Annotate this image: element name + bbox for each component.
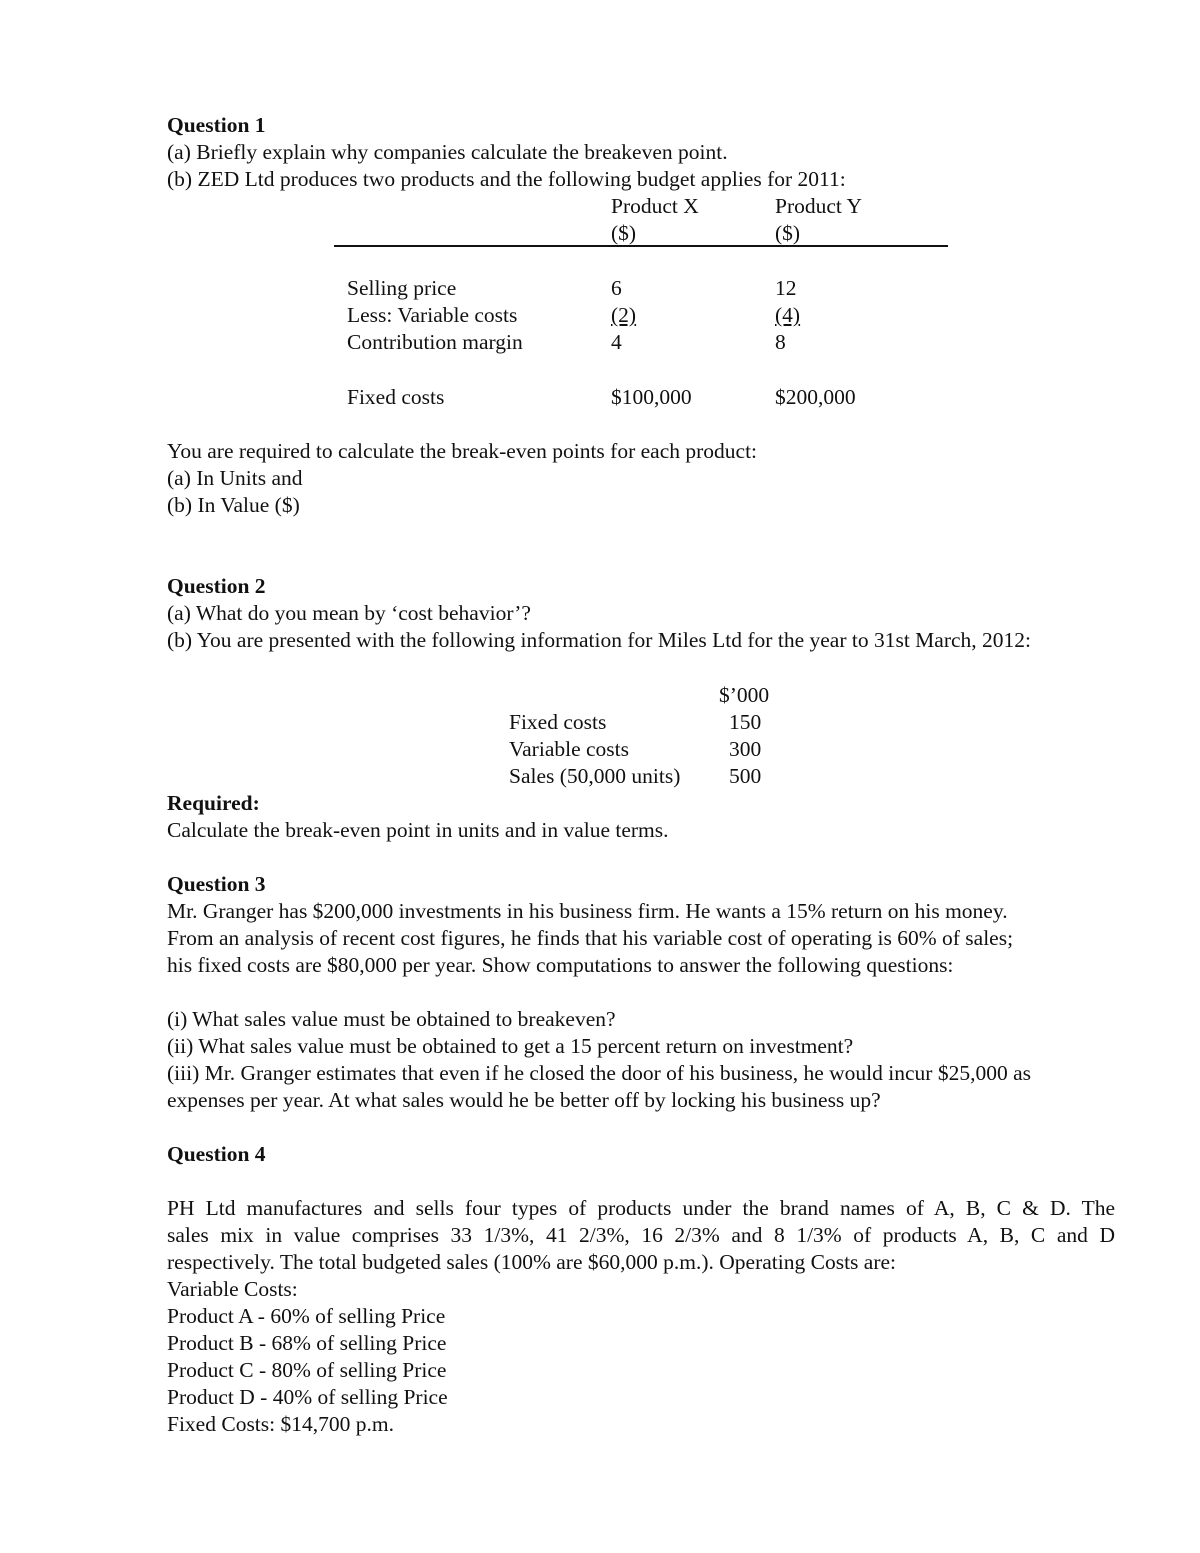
miles-row-label-fixed-costs: Fixed costs xyxy=(509,710,607,734)
cell-fixed-costs-x: $100,000 xyxy=(611,385,692,409)
question-2-required-label: Required: xyxy=(167,791,260,815)
column-header-product-x: Product X xyxy=(611,194,699,218)
row-label-selling-price: Selling price xyxy=(347,276,457,300)
cell-selling-price-x: 6 xyxy=(611,276,622,300)
question-3-paragraph-line-1: Mr. Granger has $200,000 investments in his business firm. He wants a 15% return on his money. xyxy=(167,899,1008,923)
question-2-required-text: Calculate the break-even point in units and in value terms. xyxy=(167,818,669,842)
question-4-paragraph-line-2: sales mix in value comprises 33 1/3%, 41 2/3%, 16 2/3% and 8 1/3% of products A, B, C and D xyxy=(167,1223,1115,1247)
question-1-heading: Question 1 xyxy=(167,113,266,137)
question-1-required-a: (a) In Units and xyxy=(167,466,303,490)
question-1-required-b: (b) In Value ($) xyxy=(167,493,300,517)
row-label-contribution-margin: Contribution margin xyxy=(347,330,523,354)
question-4-heading: Question 4 xyxy=(167,1142,266,1166)
question-3-part-iii-line-2: expenses per year. At what sales would he be better off by locking his business up? xyxy=(167,1088,881,1112)
cell-contribution-margin-y: 8 xyxy=(775,330,786,354)
cell-fixed-costs-y: $200,000 xyxy=(775,385,856,409)
row-label-variable-costs: Less: Variable costs xyxy=(347,303,518,327)
variable-cost-product-b: Product B - 68% of selling Price xyxy=(167,1331,447,1355)
question-2-part-a: (a) What do you mean by ‘cost behavior’? xyxy=(167,601,531,625)
variable-cost-product-c: Product C - 80% of selling Price xyxy=(167,1358,447,1382)
miles-cell-fixed-costs: 150 xyxy=(729,710,762,734)
miles-row-label-sales: Sales (50,000 units) xyxy=(509,764,681,788)
column-unit-product-y: ($) xyxy=(775,221,801,245)
miles-cell-sales: 500 xyxy=(729,764,762,788)
column-unit-product-x: ($) xyxy=(611,221,637,245)
variable-cost-product-d: Product D - 40% of selling Price xyxy=(167,1385,448,1409)
question-4-paragraph-line-1: PH Ltd manufactures and sells four types of products under the brand names of A, B, C & D. The xyxy=(167,1196,1115,1220)
miles-cell-variable-costs: 300 xyxy=(729,737,762,761)
question-1-part-b: (b) ZED Ltd produces two products and the following budget applies for 2011: xyxy=(167,167,846,191)
cell-variable-costs-x: (2) xyxy=(611,303,637,327)
question-3-heading: Question 3 xyxy=(167,872,266,896)
question-3-part-ii: (ii) What sales value must be obtained to get a 15 percent return on investment? xyxy=(167,1034,854,1058)
miles-unit-header: $’000 xyxy=(719,683,770,707)
cell-contribution-margin-x: 4 xyxy=(611,330,622,354)
column-header-product-y: Product Y xyxy=(775,194,862,218)
variable-cost-product-a: Product A - 60% of selling Price xyxy=(167,1304,446,1328)
table-header-rule xyxy=(334,245,948,247)
question-3-paragraph-line-2: From an analysis of recent cost figures, he finds that his variable cost of operating is 60% of sales; xyxy=(167,926,1014,950)
question-1-required: You are required to calculate the break-even points for each product: xyxy=(167,439,758,463)
question-3-paragraph-line-3: his fixed costs are $80,000 per year. Show computations to answer the following questions: xyxy=(167,953,954,977)
question-2-part-b: (b) You are presented with the following information for Miles Ltd for the year to 31st March, 2012: xyxy=(167,628,1031,652)
miles-row-label-variable-costs: Variable costs xyxy=(509,737,630,761)
row-label-fixed-costs: Fixed costs xyxy=(347,385,445,409)
question-2-heading: Question 2 xyxy=(167,574,266,598)
question-3-part-i: (i) What sales value must be obtained to breakeven? xyxy=(167,1007,616,1031)
variable-costs-label: Variable Costs: xyxy=(167,1277,298,1301)
cell-selling-price-y: 12 xyxy=(775,276,797,300)
question-4-paragraph-line-3: respectively. The total budgeted sales (100% are $60,000 p.m.). Operating Costs are: xyxy=(167,1250,897,1274)
question-3-part-iii-line-1: (iii) Mr. Granger estimates that even if he closed the door of his business, he would incur $25,000 as xyxy=(167,1061,1031,1085)
fixed-costs-line: Fixed Costs: $14,700 p.m. xyxy=(167,1412,394,1436)
cell-variable-costs-y: (4) xyxy=(775,303,801,327)
question-1-part-a: (a) Briefly explain why companies calculate the breakeven point. xyxy=(167,140,728,164)
